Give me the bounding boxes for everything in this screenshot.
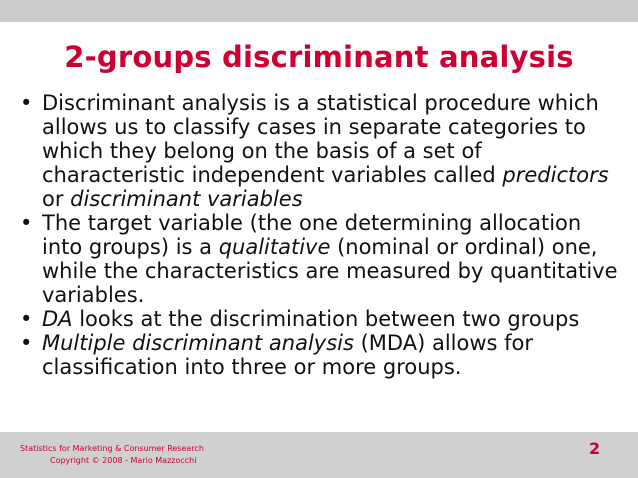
bullet-dot-icon: • [20,211,33,235]
bullet-text [42,91,609,211]
text-segment: or [42,187,71,211]
bullet-item [18,91,628,211]
footer-course-title: Statistics for Marketing & Consumer Research [20,444,204,453]
bullet-text [42,331,533,379]
text-segment: Discriminant analysis is a statistical procedure which allows us to classify cases in separate categories to which they belong on the basis of a set of characteristic independent variables called [42,91,599,187]
bullet-text [42,307,579,331]
bullet-dot-icon: • [20,331,33,355]
bullet-list [18,91,628,379]
bullet-item [18,211,628,307]
bullet-dot-icon: • [20,91,33,115]
bullet-item [18,331,628,379]
text-segment-italic: qualitative [218,235,331,259]
footer-copyright: Copyright © 2008 - Mario Mazzocchi [50,456,197,465]
top-bar [0,0,638,22]
bullet-text [42,211,618,307]
bottom-bar [0,432,638,478]
text-segment: (nominal or ordinal) one, while the characteristics are measured by quantitative variables. [42,235,618,307]
text-segment-italic: Multiple discriminant analysis [42,331,354,355]
page-number: 2 [589,439,601,458]
text-segment: looks at the discrimination between two groups [72,307,580,331]
text-segment-italic: discriminant variables [70,187,303,211]
bullet-dot-icon: • [20,307,33,331]
text-segment: The target variable (the one determining allocation into groups) is a [42,211,582,259]
text-segment-italic: predictors [502,163,609,187]
text-segment: (MDA) allows for classification into three or more groups. [42,331,534,379]
text-segment-italic: DA [42,307,73,331]
bullet-item [18,307,628,331]
slide-title: 2-groups discriminant analysis [64,40,574,74]
